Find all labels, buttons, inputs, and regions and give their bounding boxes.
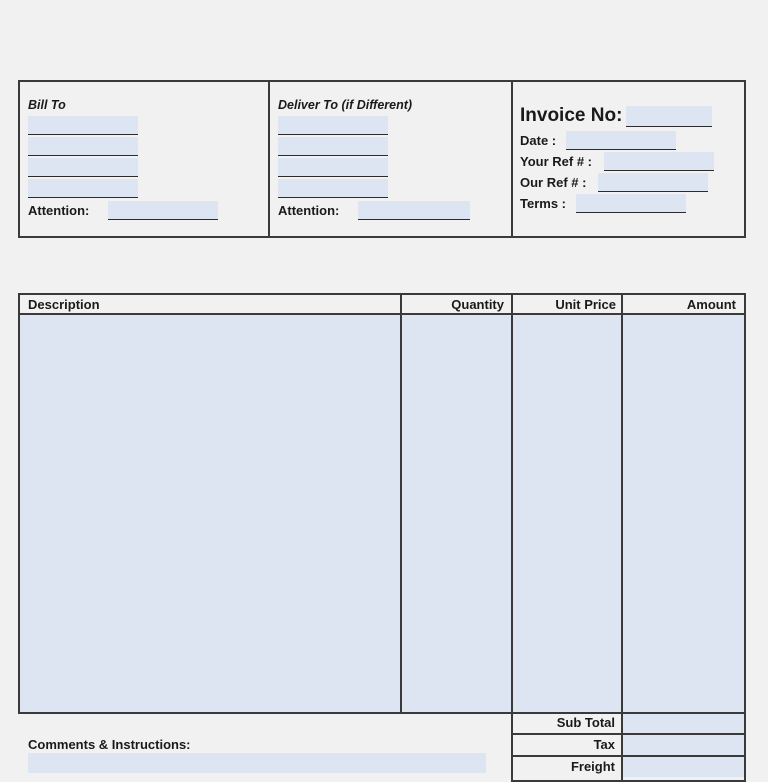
date-label: Date : bbox=[520, 133, 557, 148]
freight-field[interactable] bbox=[623, 757, 744, 777]
comments-field[interactable] bbox=[28, 753, 486, 773]
your-ref-field[interactable] bbox=[604, 152, 714, 171]
col-header-quantity: Quantity bbox=[451, 297, 504, 312]
bill-to-line-1[interactable] bbox=[28, 116, 138, 135]
col-header-description: Description bbox=[28, 297, 100, 312]
deliver-to-attention-field[interactable] bbox=[358, 201, 470, 220]
unit-price-column-field[interactable] bbox=[513, 315, 621, 712]
sub-total-label: Sub Total bbox=[556, 715, 615, 730]
your-ref-label: Your Ref # : bbox=[520, 154, 592, 169]
date-field[interactable] bbox=[566, 131, 676, 150]
invoice-no-label: Invoice No: bbox=[520, 105, 623, 126]
terms-field[interactable] bbox=[576, 194, 686, 213]
bill-to-attention-field[interactable] bbox=[108, 201, 218, 220]
our-ref-field[interactable] bbox=[598, 173, 708, 192]
col-header-unit-price: Unit Price bbox=[555, 297, 616, 312]
our-ref-label: Our Ref # : bbox=[520, 175, 587, 190]
invoice-no-field[interactable] bbox=[626, 106, 712, 127]
deliver-to-line-3[interactable] bbox=[278, 158, 388, 177]
deliver-to-line-4[interactable] bbox=[278, 179, 388, 198]
sub-total-field[interactable] bbox=[623, 714, 744, 733]
col-header-amount: Amount bbox=[686, 297, 736, 312]
freight-label: Freight bbox=[570, 759, 615, 774]
bill-to-attention-label: Attention: bbox=[28, 203, 90, 218]
header-divider-1 bbox=[268, 80, 270, 238]
deliver-to-line-1[interactable] bbox=[278, 116, 388, 135]
amount-column-field[interactable] bbox=[623, 315, 744, 712]
bill-to-line-4[interactable] bbox=[28, 179, 138, 198]
bill-to-label: Bill To bbox=[28, 98, 66, 112]
description-column-field[interactable] bbox=[20, 315, 400, 712]
terms-label: Terms : bbox=[520, 196, 566, 211]
deliver-to-label: Deliver To (if Different) bbox=[278, 98, 413, 112]
header-divider-2 bbox=[511, 80, 513, 238]
deliver-to-attention-label: Attention: bbox=[278, 203, 340, 218]
comments-label: Comments & Instructions: bbox=[28, 737, 191, 752]
bill-to-line-3[interactable] bbox=[28, 158, 138, 177]
tax-field[interactable] bbox=[623, 735, 744, 755]
deliver-to-line-2[interactable] bbox=[278, 137, 388, 156]
bill-to-line-2[interactable] bbox=[28, 137, 138, 156]
quantity-column-field[interactable] bbox=[402, 315, 511, 712]
tax-label: Tax bbox=[593, 737, 615, 752]
